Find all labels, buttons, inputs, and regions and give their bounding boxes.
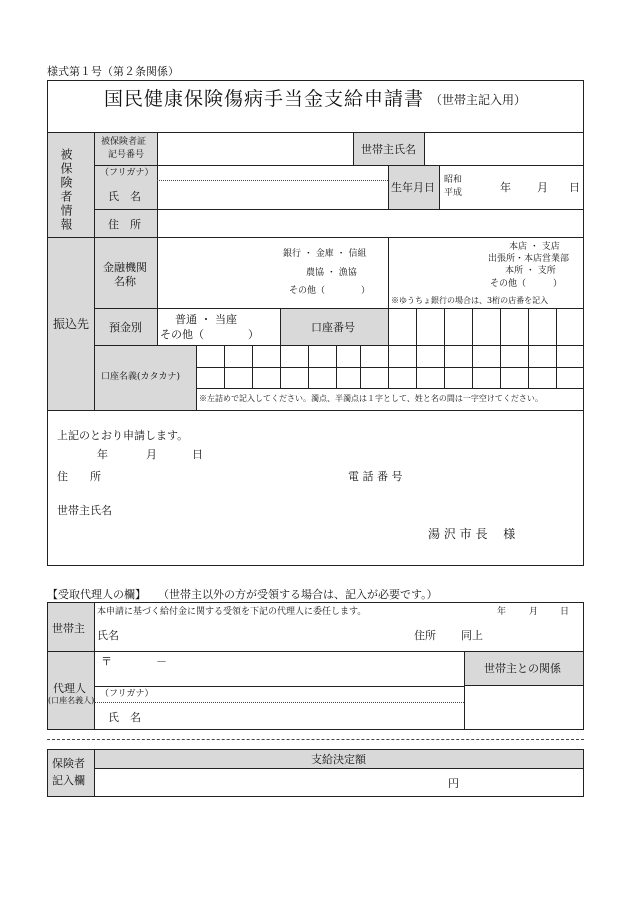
delegation-name-input[interactable]: [122, 624, 402, 646]
insured-name-label: 氏 名: [108, 190, 141, 203]
agent-furigana-label: （フリガナ）: [100, 689, 154, 699]
agent-sublabel: (口座名義人): [48, 696, 95, 705]
branch-types-4: その他（ ）: [490, 279, 563, 289]
birth-day-label: 日: [569, 181, 580, 194]
relation-input[interactable]: [467, 689, 581, 727]
householder-name-label: 世帯主氏名: [361, 143, 416, 156]
card-number-input[interactable]: [160, 136, 350, 162]
delegation-address-label: 住所: [414, 629, 436, 642]
insured-furigana-label: （フリガナ）: [100, 168, 154, 178]
declaration-phone-label: 電 話 番 号: [348, 470, 403, 483]
institution-label-1: 金融機関: [103, 261, 147, 274]
agent-address-input[interactable]: [180, 668, 460, 684]
insured-name-input[interactable]: [160, 183, 386, 207]
declaration-statement: 上記のとおり申請します。: [57, 429, 189, 442]
delegation-statement: 本申請に基づく給付金に関する受領を下記の代理人に委任します。: [97, 607, 367, 617]
insured-furigana-input[interactable]: [160, 167, 386, 180]
account-holder-note: ※左詰めで記入してください。濁点、半濁点は１字として、姓と名の間は一字空けてください。: [199, 394, 543, 403]
birth-date-label: 生年月日: [391, 181, 435, 194]
institution-label-2: 名称: [114, 275, 136, 288]
account-holder-input-2[interactable]: [198, 368, 581, 387]
yucho-note: ※ゆうちょ銀行の場合は、3桁の店番を記入: [391, 296, 549, 305]
bank-types-1: 銀行 ・ 金庫 ・ 信組: [283, 249, 367, 259]
declaration-month: 月: [146, 448, 157, 461]
card-number-label-1: 被保険者証: [101, 137, 147, 147]
declaration-day: 日: [192, 448, 203, 461]
yen-unit: 円: [448, 777, 459, 790]
agent-furigana-input[interactable]: [160, 688, 460, 701]
mayor-address: 湯 沢 市 長 様: [428, 527, 516, 541]
birth-year-label: 年: [500, 181, 511, 194]
agent-heading-note: （世帯主以外の方が受領する場合は、記入が必要です。）: [158, 588, 438, 601]
era-showa: 昭和: [444, 175, 463, 185]
insurer-label-2: 記入欄: [52, 774, 85, 787]
transfer-section-label: 振込先: [53, 317, 90, 331]
branch-types-1: 本店 ・ 支店: [509, 242, 560, 252]
account-number-label: 口座番号: [311, 321, 355, 334]
insured-section-label: 被保険者情報: [59, 148, 73, 232]
declaration-year: 年: [97, 448, 108, 461]
declaration-address-label: 住 所: [57, 470, 101, 483]
form-number: 様式第１号（第２条関係）: [47, 65, 179, 78]
deposit-options-2: その他（ ）: [160, 328, 259, 341]
account-number-input[interactable]: [390, 311, 580, 343]
insured-address-label: 住 所: [108, 218, 141, 231]
amount-label: 支給決定額: [311, 753, 366, 766]
delegation-address-same: 同上: [461, 629, 483, 642]
delegation-month: 月: [529, 607, 539, 617]
card-number-label-2: 記号番号: [108, 150, 145, 160]
branch-types-2: 出張所・本店営業部: [488, 254, 570, 264]
account-holder-label: 口座名義(カタカナ): [101, 372, 181, 382]
form-title-sub: （世帯主記入用）: [430, 93, 527, 107]
agent-name-label: 氏 名: [108, 711, 141, 724]
deposit-type-label: 預金別: [109, 321, 142, 334]
bank-name-input[interactable]: [160, 245, 278, 295]
bank-types-3: その他（ ）: [289, 286, 371, 296]
insurer-label-1: 保険者: [52, 757, 85, 770]
deposit-options-1: 普通 ・ 当座: [175, 313, 237, 326]
declaration-householder-input[interactable]: [125, 500, 345, 520]
relation-label: 世帯主との関係: [484, 662, 561, 675]
branch-types-3: 本所 ・ 支所: [505, 266, 556, 276]
declaration-householder-label: 世帯主氏名: [57, 504, 112, 517]
agent-label: 代理人: [53, 682, 86, 695]
agent-postal: 〒 －: [101, 655, 167, 668]
branch-name-input[interactable]: [391, 245, 483, 293]
insured-address-input[interactable]: [160, 212, 580, 235]
declaration-address-input[interactable]: [120, 466, 340, 486]
birth-month-label: 月: [537, 181, 548, 194]
bank-types-2: 農協 ・ 漁協: [306, 268, 357, 278]
declaration-phone-input[interactable]: [420, 466, 578, 486]
delegation-day: 日: [560, 607, 570, 617]
agent-name-input[interactable]: [160, 706, 460, 726]
cut-line: [47, 739, 584, 740]
delegation-year: 年: [497, 607, 507, 617]
householder-delegation-label: 世帯主: [52, 622, 85, 635]
amount-input[interactable]: [98, 771, 443, 794]
agent-heading: 【受取代理人の欄】: [47, 588, 146, 601]
form-title: 国民健康保険傷病手当金支給申請書: [104, 88, 425, 110]
delegation-name-label: 氏名: [97, 629, 119, 642]
householder-name-input[interactable]: [427, 136, 581, 162]
account-holder-input-1[interactable]: [198, 347, 581, 366]
era-heisei: 平成: [444, 188, 463, 198]
